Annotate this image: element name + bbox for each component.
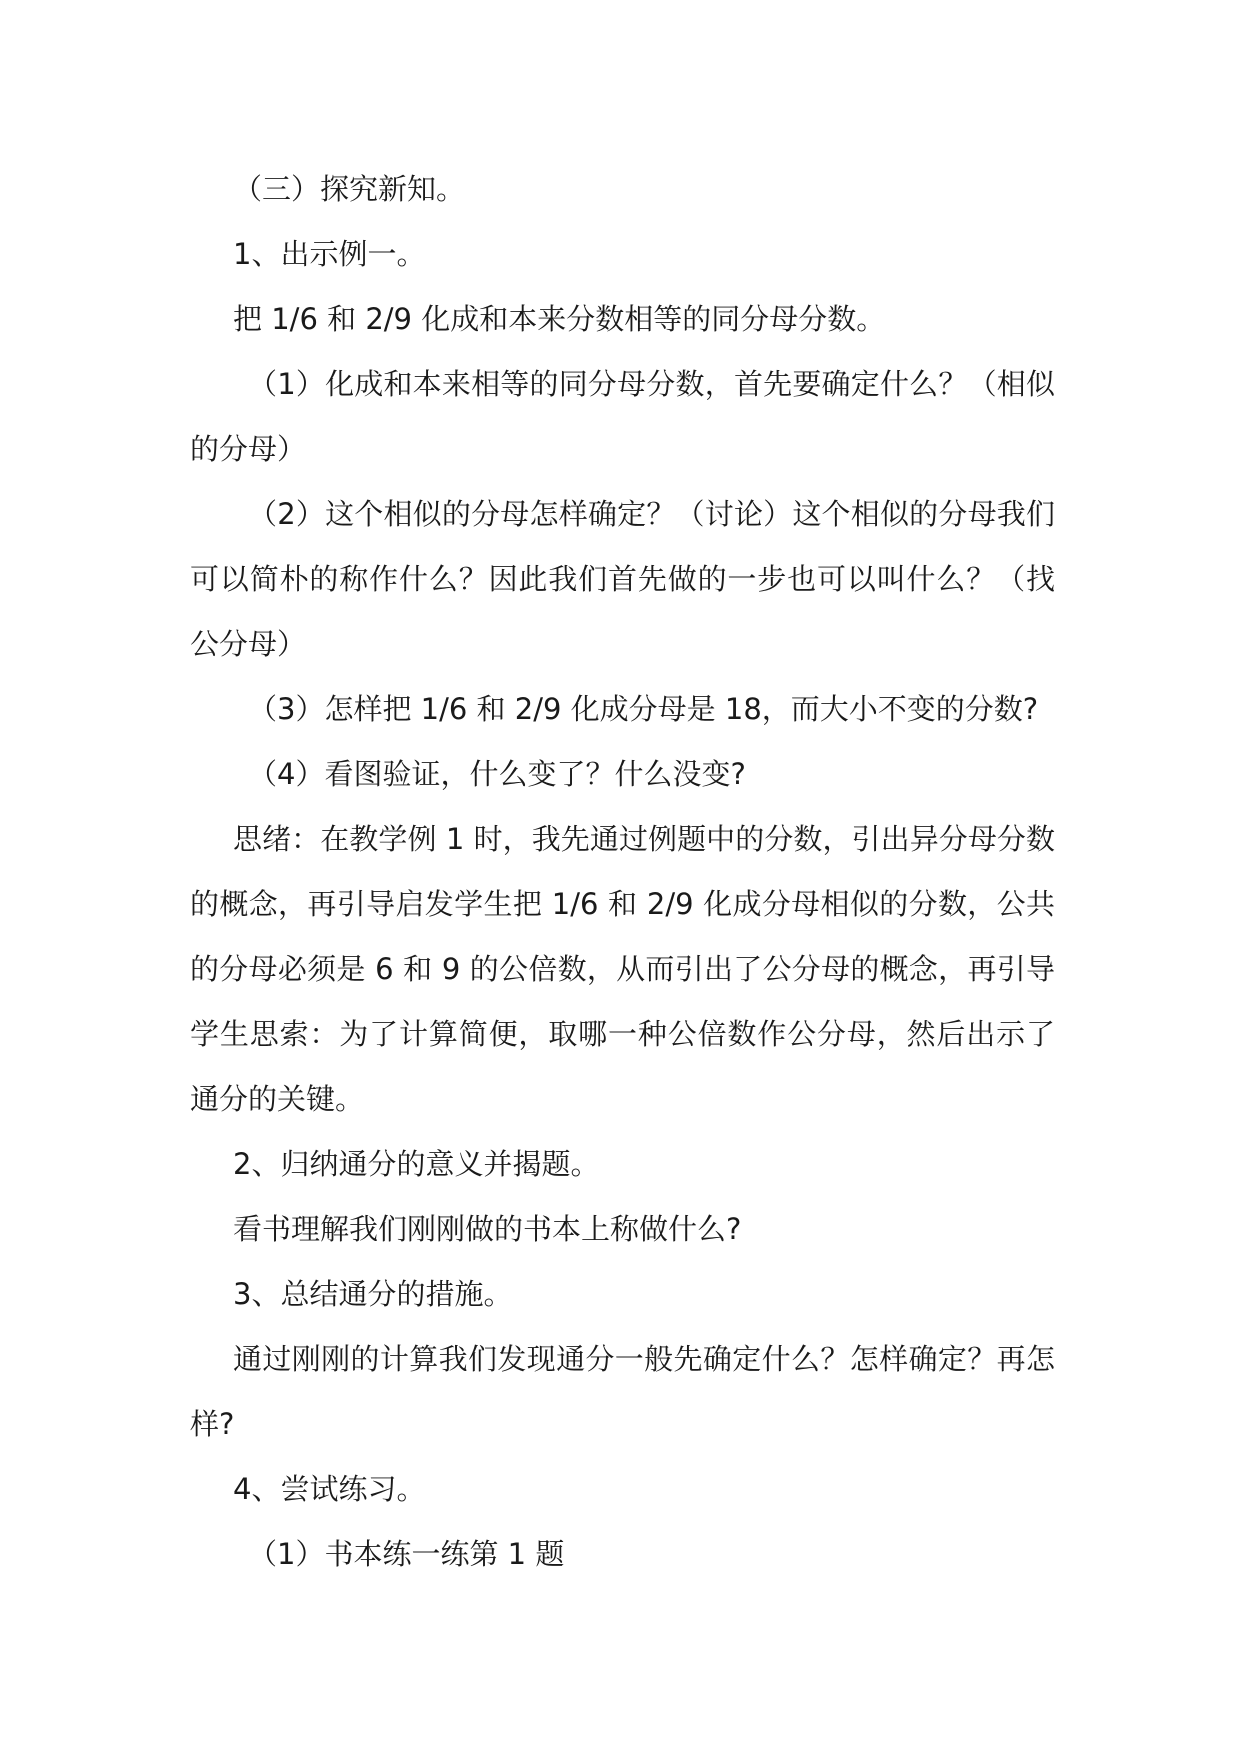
question-item: （1）化成和本来相等的同分母分数，首先要确定什么？（相似的分母）: [190, 367, 1055, 466]
paragraph: 思绪：在教学例 1 时，我先通过例题中的分数，引出异分母分数的概念，再引导启发学生把 1/6 和 2/9 化成分母相似的分数，公共的分母必须是 6 和 9 的公倍数，从而引出了公分母的概念，再引导学生思索：为了计算简便，取哪一种公倍数作公分母，然后出示了通分的关键。: [190, 822, 1055, 1116]
question-item: （4）看图验证，什么变了？什么没变?: [248, 757, 746, 791]
question-item: （1）书本练一练第 1 题: [248, 1537, 565, 1571]
step-heading: 1、出示例一。: [233, 237, 426, 271]
step-heading: 2、归纳通分的意义并揭题。: [233, 1147, 600, 1181]
paragraph: 通过刚刚的计算我们发现通分一般先确定什么？怎样确定？再怎样?: [190, 1342, 1055, 1441]
document-body: [190, 157, 1055, 1587]
paragraph: 看书理解我们刚刚做的书本上称做什么?: [233, 1212, 742, 1246]
section-heading: （三）探究新知。: [233, 172, 466, 206]
paragraph: 把 1/6 和 2/9 化成和本来分数相等的同分母分数。: [233, 302, 886, 336]
question-item: （3）怎样把 1/6 和 2/9 化成分母是 18，而大小不变的分数?: [248, 692, 1039, 726]
step-heading: 3、总结通分的措施。: [233, 1277, 513, 1311]
question-item: （2）这个相似的分母怎样确定？（讨论）这个相似的分母我们可以简朴的称作什么？因此我们首先做的一步也可以叫什么？（找公分母）: [190, 497, 1055, 661]
step-heading: 4、尝试练习。: [233, 1472, 426, 1506]
